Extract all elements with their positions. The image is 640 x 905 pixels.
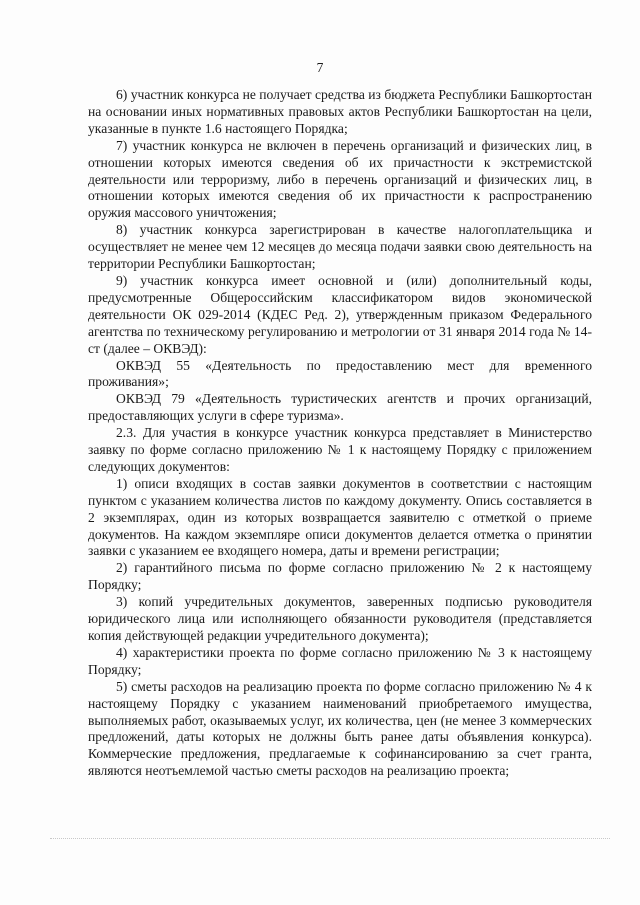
paragraph-doc-3: 3) копий учредительных документов, заверенных подписью руководителя юридического лица или исполняющего обязанности руководителя (представляется копия действующей редакции учредительного документа); xyxy=(88,594,592,643)
paragraph-okved-55: ОКВЭД 55 «Деятельность по предоставлению мест для временного проживания»; xyxy=(88,357,592,390)
scan-edge-line xyxy=(50,838,610,840)
paragraph-doc-5: 5) сметы расходов на реализацию проекта по форме согласно приложению № 4 к настоящему Порядку с указанием наименований приобретаемого имущества, выполняемых работ, оказываемых услуг, их количества, цен (не менее 3 коммерческих предложений, даты которых не должны быть ранее даты объявления конкурса). Коммерческие предложения, предлагаемые к софинансированию за счет гранта, являются неотъемлемой частью сметы расходов на реализацию проекта; xyxy=(88,678,592,779)
document-body xyxy=(88,87,592,780)
page-number: 7 xyxy=(316,60,324,75)
paragraph-okved-79: ОКВЭД 79 «Деятельность туристических агентств и прочих организаций, предоставляющих услуги в сфере туризма». xyxy=(88,391,592,424)
paragraph-doc-4: 4) характеристики проекта по форме согласно приложению № 3 к настоящему Порядку; xyxy=(88,644,592,677)
paragraph-doc-1: 1) описи входящих в состав заявки документов в соответствии с настоящим пунктом с указанием количества листов по каждому документу. Опись составляется в 2 экземплярах, один из которых возвращается заявителю с отметкой о приеме документов. На каждом экземпляре описи документов делается отметка о принятии заявки с указанием ее входящего номера, даты и времени регистрации; xyxy=(88,475,592,559)
paragraph-item-6: 6) участник конкурса не получает средства из бюджета Республики Башкортостан на основании иных нормативных правовых актов Республики Башкортостан на цели, указанные в пункте 1.6 настоящего Порядка; xyxy=(88,87,592,136)
paragraph-item-7: 7) участник конкурса не включен в перечень организаций и физических лиц, в отношении которых имеются сведения об их причастности к экстремистской деятельности или терроризму, либо в перечень организаций и физических лиц, в отношении которых имеются сведения об их причастности к распространению оружия массового уничтожения; xyxy=(88,137,592,221)
paragraph-item-9: 9) участник конкурса имеет основной и (или) дополнительный коды, предусмотренные Общероссийским классификатором видов экономической деятельности ОК 029-2014 (КДЕС Ред. 2), утвержденным приказом Федерального агентства по техническому регулированию и метрологии от 31 января 2014 года № 14-ст (далее – ОКВЭД): xyxy=(88,272,592,356)
paragraph-doc-2: 2) гарантийного письма по форме согласно приложению № 2 к настоящему Порядку; xyxy=(88,560,592,593)
paragraph-item-8: 8) участник конкурса зарегистрирован в качестве налогоплательщика и осуществляет не менее чем 12 месяцев до месяца подачи заявки свою деятельность на территории Республики Башкортостан; xyxy=(88,222,592,272)
paragraph-2-3: 2.3. Для участия в конкурсе участник конкурса представляет в Министерство заявку по форме согласно приложению № 1 к настоящему Порядку с приложением следующих документов: xyxy=(88,425,592,474)
